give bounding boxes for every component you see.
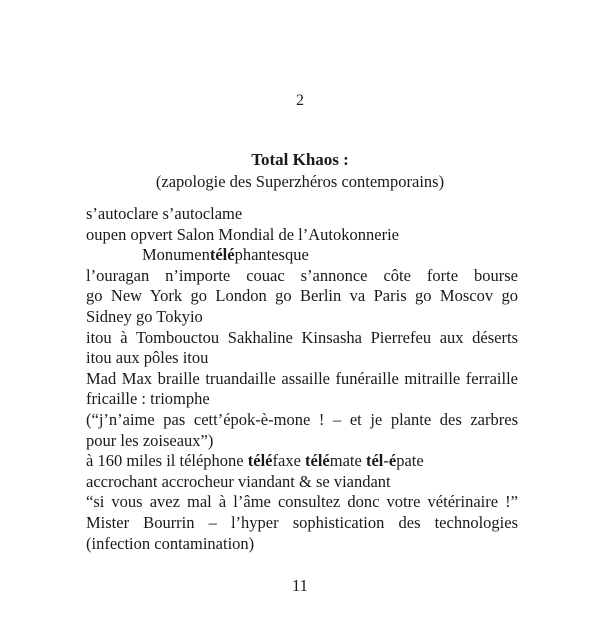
section-number: 2 <box>296 92 304 109</box>
text-fragment: faxe <box>272 451 306 471</box>
poem-line: pour les zoiseaux”) <box>86 430 214 450</box>
bold-fragment: é <box>388 451 397 471</box>
poem-line: accrochant accrocheur viandant & se viandant <box>86 471 391 491</box>
bold-fragment: tél <box>365 451 384 471</box>
text-fragment: - <box>383 451 389 471</box>
page-number: 11 <box>292 576 308 595</box>
poem-subtitle: (zapologie des Superzhéros contemporains) <box>155 172 445 191</box>
poem-line: Sidney go Tokyio <box>86 306 203 326</box>
poem-line: (infection contamination) <box>86 533 255 553</box>
poem-line: oupen opvert Salon Mondial de l’Autokonnerie <box>86 224 399 244</box>
poem-line: itou aux pôles itou <box>86 348 209 368</box>
poem-body <box>86 204 518 554</box>
text-fragment: phantesque <box>234 245 309 265</box>
poem-line: Mister Bourrin – l’hyper sophistication des technologies <box>86 512 518 532</box>
poem-line: fricaille : triomphe <box>86 389 210 409</box>
poem-line: “si vous avez mal à l’âme consultez donc votre vétérinaire !” <box>86 492 518 512</box>
poem-line: s’autoclare s’autoclame <box>86 204 243 223</box>
poem-line: l’ouragan n’importe couac s’annonce côte forte bourse <box>86 265 518 285</box>
text-fragment: mate <box>329 451 366 471</box>
poem-title: Total Khaos : <box>251 150 349 169</box>
poem-line <box>86 245 518 266</box>
bold-fragment: télé <box>247 451 273 471</box>
poem-line: Mad Max braille truandaille assaille funéraille mitraille ferraille <box>86 368 518 388</box>
bold-fragment: télé <box>209 245 235 265</box>
poem-line: (“j’n’aime pas cett’épok-è-mone ! – et je plante des zarbres <box>86 409 518 429</box>
poem-line: itou à Tombouctou Sakhaline Kinsasha Pierrefeu aux déserts <box>86 327 518 347</box>
poem-line <box>86 451 518 472</box>
text-fragment: Monumen <box>142 245 210 265</box>
bold-fragment: télé <box>305 451 330 471</box>
poem-line: go New York go London go Berlin va Paris go Moscov go <box>86 286 518 306</box>
text-fragment: pate <box>396 451 424 471</box>
text-fragment: à 160 miles il téléphone <box>86 451 248 471</box>
